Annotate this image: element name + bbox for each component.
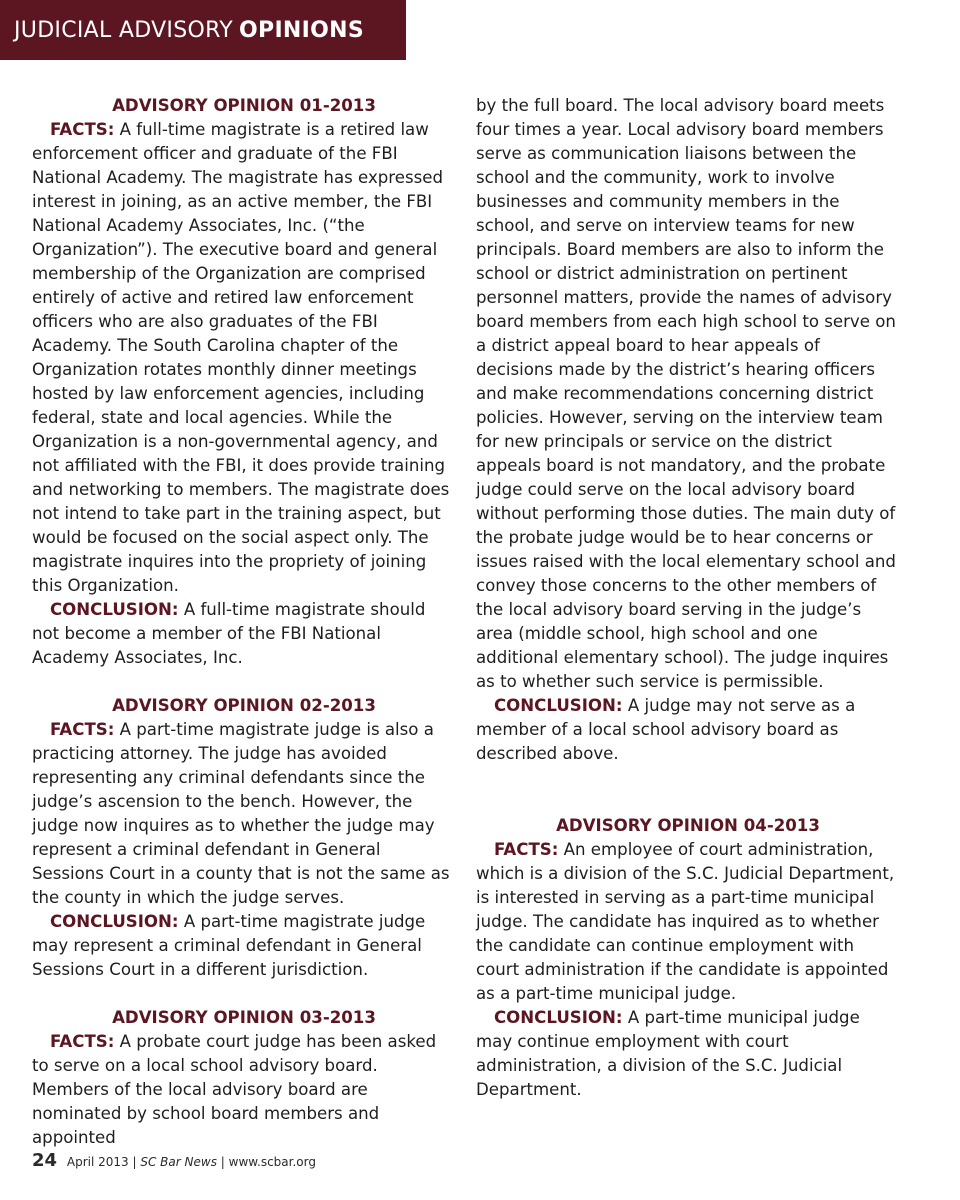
facts-label: FACTS:: [50, 120, 115, 139]
facts-label: FACTS:: [50, 720, 115, 739]
banner-title-bold: OPINIONS: [239, 17, 364, 43]
facts-label: FACTS:: [50, 1032, 115, 1051]
conclusion-text: A judge may not serve as a member of a local school advisory board as described above.: [476, 696, 856, 763]
opinion-04-title: ADVISORY OPINION 04-2013: [556, 816, 820, 835]
facts-text: A probate court judge has been asked to serve on a local school advisory board. Members of the local advisory board are nominated by school board members and appointed: [32, 1032, 437, 1147]
opinion-01-conclusion: [32, 598, 456, 670]
issue-date: April 2013: [66, 1155, 129, 1169]
opinion-04-facts: [476, 838, 900, 1006]
publication-url: www.scbar.org: [228, 1155, 316, 1169]
opinion-02-facts: [32, 718, 456, 910]
opinion-01-facts: [32, 118, 456, 598]
opinion-04-conclusion: [476, 1006, 900, 1102]
conclusion-text: A part-time magistrate judge may represent a criminal defendant in General Sessions Court in a different jurisdiction.: [32, 912, 426, 979]
facts-text: A full-time magistrate is a retired law enforcement officer and graduate of the FBI National Academy. The magistrate has expressed interest in joining, as an active member, the FBI National Academy Associates, Inc. (“the Organization”). The executive board and general membership of the Organization are comprised entirely of active and retired law enforcement officers who are also graduates of the FBI Academy. The South Carolina chapter of the Organization rotates monthly dinner meetings hosted by law enforcement agencies, including federal, state and local agencies. While the Organization is a non-governmental agency, and not affiliated with the FBI, it does provide training and networking to members. The magistrate does not intend to take part in the training aspect, but would be focused on the social aspect only. The magistrate inquires into the propriety of joining this Organization.: [32, 120, 450, 595]
conclusion-label: CONCLUSION:: [494, 696, 623, 715]
page-number: 24: [32, 1150, 58, 1171]
conclusion-label: CONCLUSION:: [50, 912, 179, 931]
publication-name: SC Bar News: [140, 1155, 217, 1169]
opinion-01-title: ADVISORY OPINION 01-2013: [112, 96, 376, 115]
facts-text-continued: by the full board. The local advisory board meets four times a year. Local advisory board members serve as communication liaisons between the school and the community, work to involve businesses and community members in the school, and serve on interview teams for new principals. Board members are also to inform the school or district administration on pertinent personnel matters, provide the names of advisory board members from each high school to serve on a district appeal board to hear appeals of decisions made by the district’s hearing officers and make recommendations concerning district policies. However, serving on the interview team for new principals or service on the district appeals board is not mandatory, and the probate judge could serve on the local advisory board without performing those duties. The main duty of the probate judge would be to hear concerns or issues raised with the local elementary school and convey those concerns to the other members of the local advisory board serving in the judge’s area (middle school, high school and one additional elementary school). The judge inquires as to whether such service is permissible.: [476, 96, 896, 691]
banner-title-light: JUDICIAL ADVISORY: [14, 17, 234, 43]
opinion-02-conclusion: [32, 910, 456, 982]
right-column: [476, 94, 900, 1102]
left-column: [32, 94, 456, 1150]
conclusion-text: A full-time magistrate should not become a member of the FBI National Academy Associates, Inc.: [32, 600, 426, 667]
section-banner: [0, 0, 406, 60]
facts-text: An employee of court administration, which is a division of the S.C. Judicial Department, is interested in serving as a part-time municipal judge. The candidate has inquired as to whether the candidate can continue employment with court administration if the candidate is appointed as a part-time municipal judge.: [476, 840, 895, 1003]
opinion-03-facts-start: [32, 1030, 456, 1150]
conclusion-label: CONCLUSION:: [494, 1008, 623, 1027]
footer-separator-1: |: [132, 1155, 137, 1169]
opinion-03-conclusion: [476, 694, 900, 766]
opinion-03-facts-continued: [476, 94, 900, 694]
page-footer: [32, 1150, 316, 1171]
conclusion-label: CONCLUSION:: [50, 600, 179, 619]
opinion-03-title: ADVISORY OPINION 03-2013: [112, 1008, 376, 1027]
facts-text: A part-time magistrate judge is also a practicing attorney. The judge has avoided representing any criminal defendants since the judge’s ascension to the bench. However, the judge now inquires as to whether the judge may represent a criminal defendant in General Sessions Court in a county that is not the same as the county in which the judge serves.: [32, 720, 450, 907]
conclusion-text: A part-time municipal judge may continue employment with court administration, a division of the S.C. Judicial Department.: [476, 1008, 860, 1099]
facts-label: FACTS:: [494, 840, 559, 859]
footer-separator-2: |: [220, 1155, 225, 1169]
opinion-02-title: ADVISORY OPINION 02-2013: [112, 696, 376, 715]
